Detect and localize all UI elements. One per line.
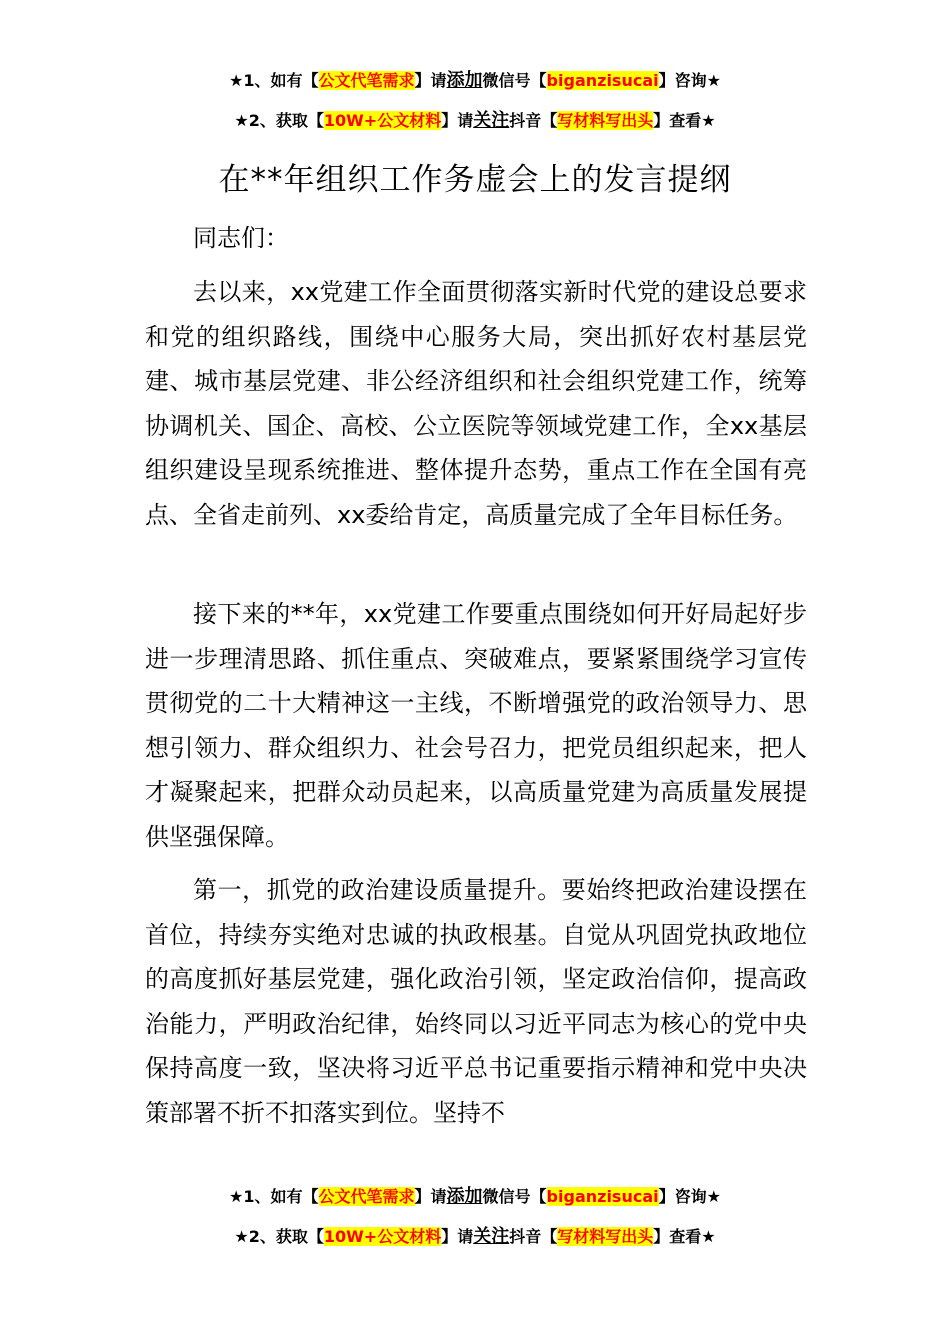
promo-text: 微信号【: [482, 71, 547, 90]
promo-suffix: 】查看★: [653, 111, 716, 130]
promo-text: 】请: [441, 111, 474, 130]
promo-highlight: biganzisucai: [546, 71, 659, 90]
footer-promo-line-2: [0, 1226, 950, 1248]
salutation: 同志们：: [193, 224, 289, 252]
footer-promo-line-1: [0, 1186, 950, 1208]
promo-highlight: 写材料写出头: [557, 1227, 654, 1246]
paragraph-3-block: [145, 868, 807, 1135]
document-title: 在**年组织工作务虚会上的发言提纲: [218, 162, 732, 198]
promo-emphasis: 关注: [473, 110, 510, 131]
promo-emphasis: 添加: [446, 1186, 483, 1207]
promo-highlight: 10W+公文材料: [323, 111, 442, 130]
paragraph-1-block: [145, 270, 807, 537]
paragraph: 去以来，xx党建工作全面贯彻落实新时代党的建设总要求和党的组织路线，围绕中心服务大局，突出抓好农村基层党建、城市基层党建、非公经济组织和社会组织党建工作，统筹协调机关、国企、高校、公立医院等领域党建工作，全xx基层组织建设呈现系统推进、整体提升态势，重点工作在全国有亮点、全省走前列、xx委给肯定，高质量完成了全年目标任务。: [145, 278, 807, 529]
header-promo-line-1: [0, 70, 950, 92]
promo-emphasis: 添加: [446, 70, 483, 91]
promo-emphasis: 关注: [473, 1226, 510, 1247]
promo-suffix: 】咨询★: [658, 71, 721, 90]
promo-highlight: 公文代笔需求: [318, 1187, 415, 1206]
header-promo-line-2: [0, 110, 950, 132]
promo-text: 抖音【: [509, 1227, 558, 1246]
promo-text: 抖音【: [509, 111, 558, 130]
promo-text: 】请: [441, 1227, 474, 1246]
paragraph: 第一，抓党的政治建设质量提升。要始终把政治建设摆在首位，持续夯实绝对忠诚的执政根基。自觉从巩固党执政地位的高度抓好基层党建，强化政治引领，坚定政治信仰，提高政治能力，严明政治纪律，始终同以习近平同志为核心的党中央保持高度一致，坚决将习近平总书记重要指示精神和党中央决策部署不折不扣落实到位。坚持不: [145, 876, 807, 1127]
promo-prefix: ★2、获取【: [234, 111, 324, 130]
promo-highlight: 10W+公文材料: [323, 1227, 442, 1246]
promo-text: 】请: [414, 71, 447, 90]
promo-prefix: ★2、获取【: [234, 1227, 324, 1246]
promo-suffix: 】查看★: [653, 1227, 716, 1246]
promo-highlight: 公文代笔需求: [318, 71, 415, 90]
paragraph-2-block: [145, 592, 807, 859]
promo-highlight: 写材料写出头: [557, 111, 654, 130]
promo-text: 微信号【: [482, 1187, 547, 1206]
promo-prefix: ★1、如有【: [229, 1187, 319, 1206]
promo-prefix: ★1、如有【: [229, 71, 319, 90]
promo-text: 】请: [414, 1187, 447, 1206]
promo-suffix: 】咨询★: [658, 1187, 721, 1206]
paragraph: 接下来的**年，xx党建工作要重点围绕如何开好局起好步进一步理清思路、抓住重点、突破难点，要紧紧围绕学习宣传贯彻党的二十大精神这一主线，不断增强党的政治领导力、思想引领力、群众组织力、社会号召力，把党员组织起来，把人才凝聚起来，把群众动员起来，以高质量党建为高质量发展提供坚强保障。: [145, 600, 807, 851]
promo-highlight: biganzisucai: [546, 1187, 659, 1206]
